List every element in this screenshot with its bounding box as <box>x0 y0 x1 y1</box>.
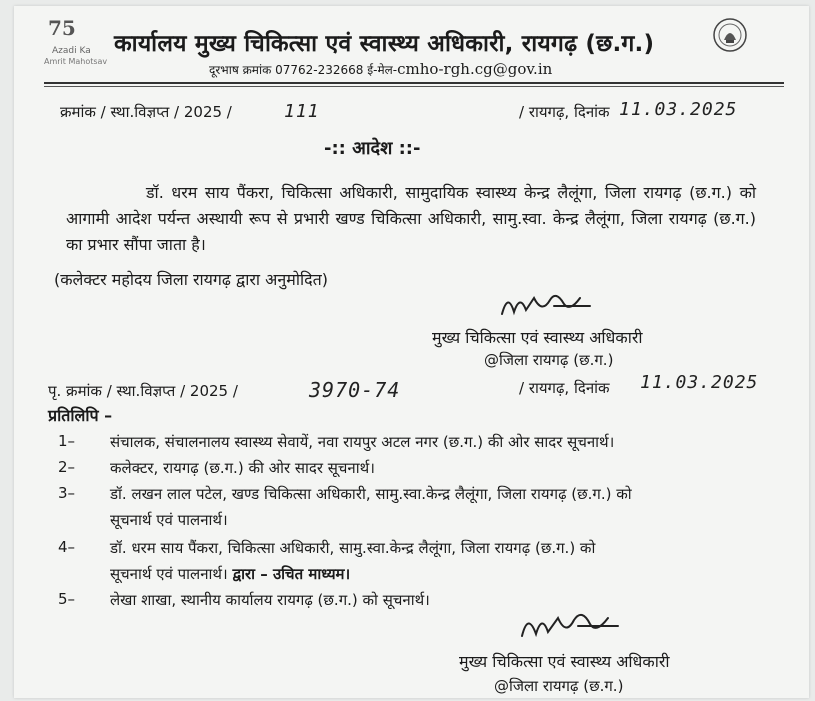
copy-item-2-number: 2– <box>58 458 76 476</box>
copy-item-4-line2-main: सूचनार्थ एवं पालनार्थ। <box>110 565 228 583</box>
copy-item-4-text: डॉ. धरम साय पैंकरा, चिकित्सा अधिकारी, सामु.स्वा.केन्द्र लैलूंगा, जिला रायगढ़ (छ.ग.) को <box>110 539 596 557</box>
copy-item-4-number: 4– <box>58 538 76 556</box>
order-ref-number: 111 <box>284 101 320 122</box>
endorsement-date: 11.03.2025 <box>640 372 759 393</box>
office-title: कार्यालय मुख्य चिकित्सा एवं स्वास्थ्य अधिकारी, रायगढ़ (छ.ग.) <box>114 31 655 57</box>
order-body-text: डॉ. धरम साय पैंकरा, चिकित्सा अधिकारी, सामुदायिक स्वास्थ्य केन्द्र लैलूंगा, जिला रायगढ़ (छ.ग.) को आगामी आदेश पर्यन्त अस्थायी रूप से प्रभारी खण्ड चिकित्सा अधिकारी, सामु.स्वा. केन्द्र लैलूंगा, जिला रायगढ़ (छ.ग.) का प्रभार सौंपा जाता है। <box>66 183 756 254</box>
signature-2-icon <box>514 604 644 648</box>
header-divider-thin <box>44 86 784 87</box>
phone-label: दूरभाष क्रमांक <box>209 63 272 77</box>
order-place-date-label: / रायगढ़, दिनांक <box>519 103 610 121</box>
approval-note: (कलेक्टर महोदय जिला रायगढ़ द्वारा अनुमोदित) <box>54 270 328 289</box>
copy-item-5-text: लेखा शाखा, स्थानीय कार्यालय रायगढ़ (छ.ग.) को सूचनार्थ। <box>110 591 430 609</box>
header-divider <box>44 82 784 84</box>
copy-item-3-number: 3– <box>58 484 76 502</box>
endorsement-signatory-place: @जिला रायगढ़ (छ.ग.) <box>494 677 624 695</box>
copy-item-4-bold-suffix: द्वारा – उचित माध्यम। <box>232 565 351 583</box>
copy-item-2-text: कलेक्टर, रायगढ़ (छ.ग.) की ओर सादर सूचनार्थ। <box>110 459 375 477</box>
endorsement-place-date-label: / रायगढ़, दिनांक <box>519 379 610 397</box>
order-signatory-place: @जिला रायगढ़ (छ.ग.) <box>484 351 614 369</box>
contact-line <box>209 60 552 78</box>
order-heading: -:: आदेश ::- <box>324 138 421 159</box>
copy-item-1-text: संचालक, संचालनालय स्वास्थ्य सेवायें, नवा रायपुर अटल नगर (छ.ग.) की ओर सादर सूचनार्थ। <box>110 433 615 451</box>
copy-item-5-number: 5– <box>58 590 76 608</box>
endorsement-ref-number: 3970-74 <box>309 378 401 402</box>
signature-1-icon <box>494 286 614 326</box>
email-label: ई-मेल- <box>367 63 398 77</box>
copy-item-3-text-line2: सूचनार्थ एवं पालनार्थ। <box>110 511 228 529</box>
copy-item-4-text-line2 <box>110 564 350 584</box>
endorsement-signatory-title: मुख्य चिकित्सा एवं स्वास्थ्य अधिकारी <box>459 652 670 671</box>
azadi-ka-amrit-mahotsav-logo <box>44 12 124 72</box>
order-date: 11.03.2025 <box>619 99 738 120</box>
order-body <box>66 180 756 258</box>
endorsement-ref-prefix: पृ. क्रमांक / स्था.विज्ञप्त / 2025 / <box>48 382 238 400</box>
phone-number: 07762-232668 <box>275 63 364 77</box>
logo-mark-icon: 75 <box>48 16 76 40</box>
email-address: cmho-rgh.cg@gov.in <box>397 60 553 78</box>
logo-line-2: Amrit Mahotsav <box>44 57 108 66</box>
copy-to-label: प्रतिलिपि – <box>48 406 113 425</box>
order-ref-prefix: क्रमांक / स्था.विज्ञप्त / 2025 / <box>60 103 232 121</box>
document-page <box>14 6 809 698</box>
order-signatory-title: मुख्य चिकित्सा एवं स्वास्थ्य अधिकारी <box>432 328 643 347</box>
copy-item-1-number: 1– <box>58 432 76 450</box>
copy-item-3-text: डॉ. लखन लाल पटेल, खण्ड चिकित्सा अधिकारी, सामु.स्वा.केन्द्र लैलूंगा, जिला रायगढ़ (छ.ग.) को <box>110 485 632 503</box>
government-emblem-icon <box>711 16 749 54</box>
logo-line-1: Azadi Ka <box>52 46 91 56</box>
